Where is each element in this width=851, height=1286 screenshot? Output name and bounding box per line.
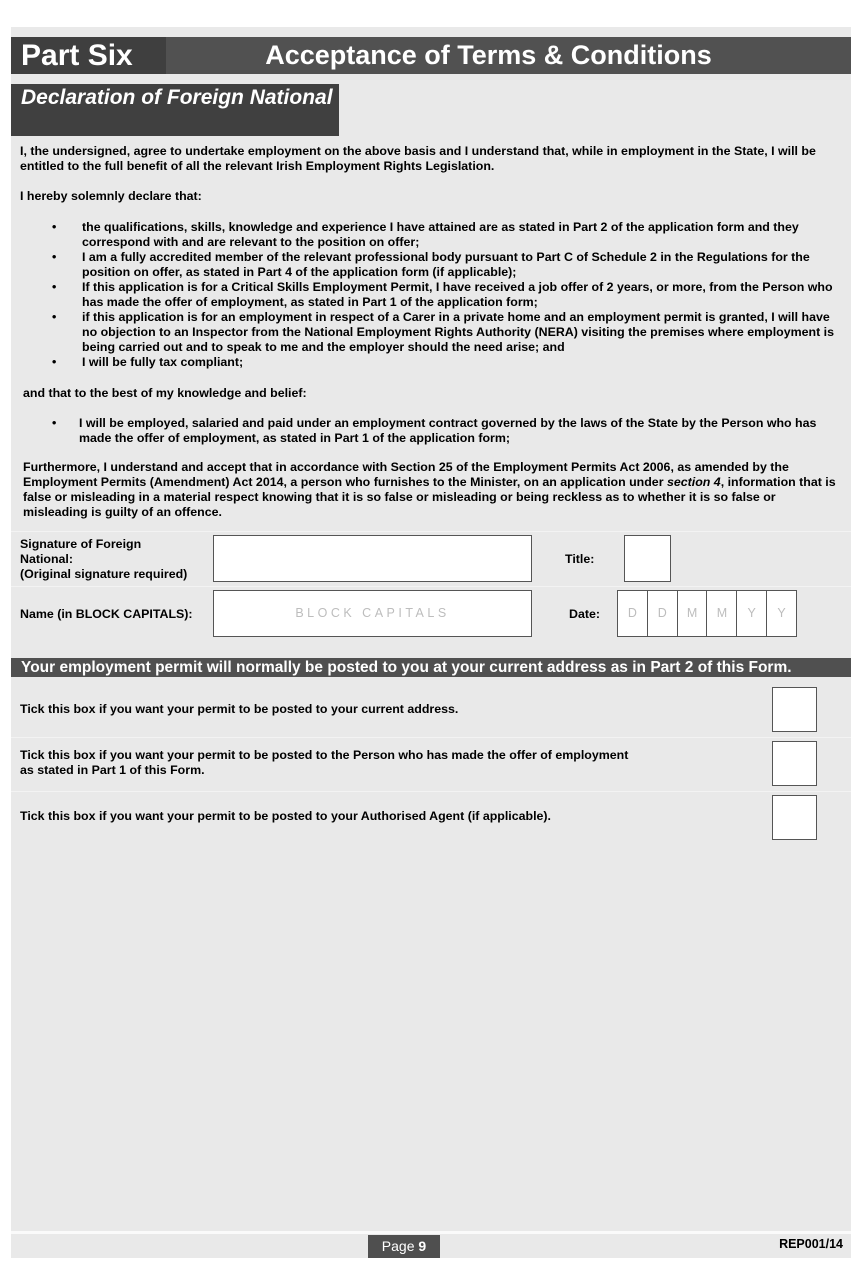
date-month-1[interactable]: M <box>678 590 708 637</box>
title-field[interactable] <box>624 535 671 582</box>
date-label: Date: <box>569 607 600 621</box>
date-year-1[interactable]: Y <box>737 590 767 637</box>
form-page <box>11 27 851 1258</box>
date-day-1[interactable]: D <box>617 590 648 637</box>
part-label: Part Six <box>11 37 166 74</box>
declaration-item: • the qualifications, skills, knowledge and experience I have attained are as stated in Part 2 of the application form and they correspond with and are relevant to the position on offer; <box>52 220 799 249</box>
declaration-item: • if this application is for an employment in respect of a Carer in a private home and an employment permit is granted, I will have no objection to an Inspector from the National Employment Rights Authority (NERA) visiting the premises where employment is being carried out and to speak to me and the employer should the need arise; and <box>52 310 835 354</box>
divider <box>11 791 851 792</box>
declaration-intro: I, the undersigned, agree to undertake employment on the above basis and I understand that, while in employment in the State, I will be entitled to the full benefit of all the relevant Irish Employment Rights Legislation. <box>20 144 816 173</box>
date-month-2[interactable]: M <box>707 590 737 637</box>
date-day-2[interactable]: D <box>648 590 678 637</box>
date-field[interactable] <box>617 590 797 637</box>
posting-option-2-label: Tick this box if you want your permit to be posted to the Person who has made the offer of employment as stated in Part 1 of this Form. <box>20 748 629 777</box>
belief-item: • I will be employed, salaried and paid under an employment contract governed by the laws of the State by the Person who has made the offer of employment, as stated in Part 1 of the application form; <box>52 416 817 445</box>
bullet-icon: • <box>52 355 57 369</box>
divider <box>11 737 851 738</box>
bullet-icon: • <box>52 220 57 234</box>
form-reference: REP001/14 <box>779 1237 843 1251</box>
bullet-icon: • <box>52 416 57 430</box>
declaration-item: • If this application is for a Critical Skills Employment Permit, I have received a job offer of 2 years, or more, from the Person who has made the offer of employment, as stated in Part 1 of the application form; <box>52 280 833 309</box>
posting-option-1-checkbox[interactable] <box>772 687 817 732</box>
divider <box>11 586 851 587</box>
declaration-item: • I am a fully accredited member of the relevant professional body pursuant to Part C of Schedule 2 in the Regulations for the position on offer, as stated in Part 4 of the application form (if applicable); <box>52 250 810 279</box>
divider <box>11 531 851 532</box>
posting-option-1-label: Tick this box if you want your permit to be posted to your current address. <box>20 702 459 716</box>
declaration-list <box>11 220 842 370</box>
declaration-furthermore: Furthermore, I understand and accept that in accordance with Section 25 of the Employment Permits Act 2006, as amended by the Employment Permits (Amendment) Act 2014, a person who furnishes to the Minister, on an application under section 4, information that is false or misleading in a material respect knowing that it is so false or misleading or being reckless as to whether it is so false or misleading is guilty of an offence. <box>23 460 836 519</box>
title-label: Title: <box>565 552 595 566</box>
part-title: Acceptance of Terms & Conditions <box>265 40 712 70</box>
posting-banner: Your employment permit will normally be posted to you at your current address as in Part 2 of this Form. <box>11 658 851 677</box>
bullet-icon: • <box>52 250 57 264</box>
name-label: Name (in BLOCK CAPITALS): <box>20 607 193 621</box>
belief-list <box>11 416 842 446</box>
posting-option-3-label: Tick this box if you want your permit to be posted to your Authorised Agent (if applicable). <box>20 809 551 823</box>
bullet-icon: • <box>52 280 57 294</box>
footer-divider <box>11 1231 851 1234</box>
signature-label: Signature of Foreign National: (Original signature required) <box>20 537 188 581</box>
declaration-belief: and that to the best of my knowledge and belief: <box>23 386 307 400</box>
posting-option-2-checkbox[interactable] <box>772 741 817 786</box>
declaration-item: • I will be fully tax compliant; <box>52 355 244 369</box>
date-year-2[interactable]: Y <box>767 590 797 637</box>
page-number-badge: Page 9 <box>368 1235 440 1258</box>
name-field[interactable]: BLOCK CAPITALS <box>213 590 532 637</box>
signature-field[interactable] <box>213 535 532 582</box>
part-header <box>11 37 851 74</box>
posting-option-3-checkbox[interactable] <box>772 795 817 840</box>
declaration-solemn: I hereby solemnly declare that: <box>20 189 202 203</box>
section-title: Declaration of Foreign National <box>11 84 339 136</box>
bullet-icon: • <box>52 310 57 324</box>
